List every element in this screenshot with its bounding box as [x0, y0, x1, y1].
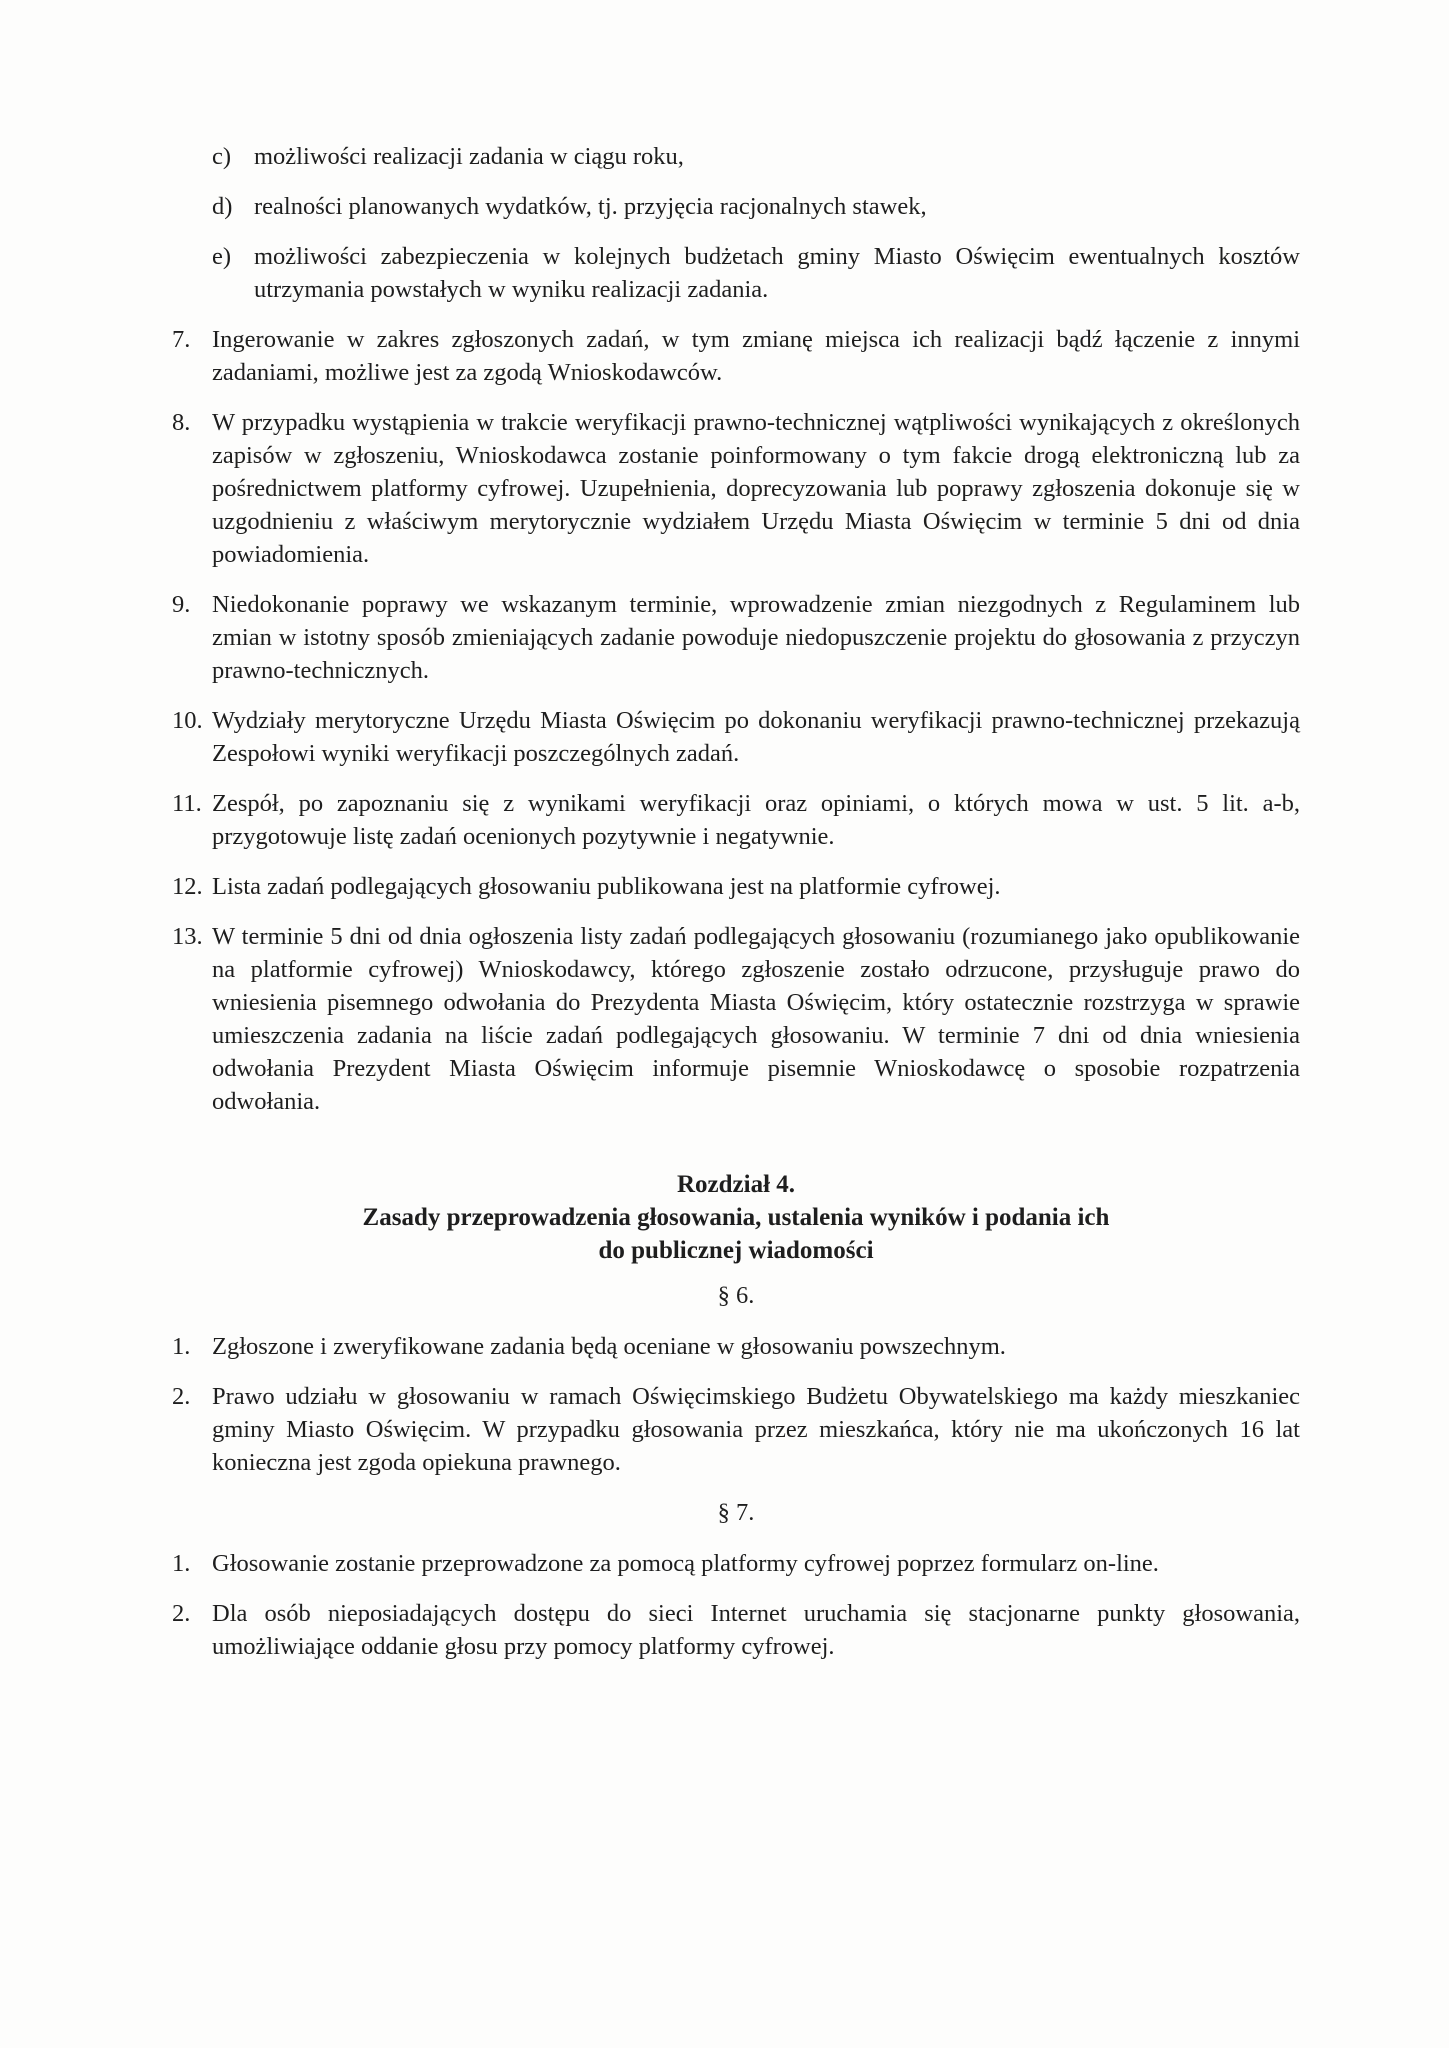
sub-item-d: [212, 190, 1300, 223]
item-12: [172, 870, 1300, 903]
chapter-subtitle-line2: do publicznej wiadomości: [598, 1237, 874, 1264]
item-text: W terminie 5 dni od dnia ogłoszenia listy zadań podlegających głosowaniu (rozumianego jako opublikowanie na platformie cyfrowej) Wnioskodawcy, którego zgłoszenie zostało odrzucone, przysługuje prawo do wniesienia pisemnego odwołania do Prezydenta Miasta Oświęcim, który ostatecznie rozstrzyga w sprawie umieszczenia zadania na liście zadań podlegających głosowaniu. W terminie 7 dni od dnia wniesienia odwołania Prezydent Miasta Oświęcim informuje pisemnie Wnioskodawcę o sposobie rozpatrzenia odwołania.: [212, 923, 1300, 1115]
item-number: 13.: [172, 923, 203, 950]
sub-item-e: [212, 240, 1300, 306]
para6-item-1: [172, 1330, 1300, 1363]
item-text: W przypadku wystąpienia w trakcie weryfikacji prawno-technicznej wątpliwości wynikających z określonych zapisów w zgłoszeniu, Wnioskodawca zostanie poinformowany o tym fakcie drogą elektroniczną lub za pośrednictwem platformy cyfrowej. Uzupełnienia, doprecyzowania lub poprawy zgłoszenia dokonuje się w uzgodnieniu z właściwym merytorycznie wydziałem Urzędu Miasta Oświęcim w terminie 5 dni od dnia powiadomienia.: [212, 409, 1300, 568]
para7-item-1: [172, 1547, 1300, 1580]
sub-item-text: możliwości realizacji zadania w ciągu roku,: [254, 143, 684, 170]
item-text: Wydziały merytoryczne Urzędu Miasta Oświęcim po dokonaniu weryfikacji prawno-technicznej przekazują Zespołowi wyniki weryfikacji poszczególnych zadań.: [212, 707, 1300, 767]
paragraph-6-heading: § 6.: [717, 1282, 755, 1309]
item-11: [172, 787, 1300, 853]
item-text: Niedokonanie poprawy we wskazanym terminie, wprowadzenie zmian niezgodnych z Regulaminem lub zmian w istotny sposób zmieniających zadanie powoduje niedopuszczenie projektu do głosowania z przyczyn prawno-technicznych.: [212, 591, 1300, 684]
item-number: 11.: [172, 790, 202, 817]
item-number: 8.: [172, 409, 191, 436]
item-10: [172, 704, 1300, 770]
sub-item-text: możliwości zabezpieczenia w kolejnych budżetach gminy Miasto Oświęcim ewentualnych kosztów utrzymania powstałych w wyniku realizacji zadania.: [254, 243, 1300, 303]
item-13: [172, 920, 1300, 1118]
item-text: Zgłoszone i zweryfikowane zadania będą oceniane w głosowaniu powszechnym.: [212, 1333, 1006, 1360]
item-number: 2.: [172, 1600, 191, 1627]
item-number: 9.: [172, 591, 191, 618]
sub-item-label: e): [212, 243, 232, 270]
chapter-subtitle-line1: Zasady przeprowadzenia głosowania, ustalenia wyników i podania ich: [362, 1204, 1110, 1231]
paragraph-7-heading: § 7.: [717, 1499, 755, 1526]
para7-item-2: [172, 1597, 1300, 1663]
item-text: Lista zadań podlegających głosowaniu publikowana jest na platformie cyfrowej.: [212, 873, 1001, 900]
sub-item-c: [212, 140, 1300, 173]
item-text: Ingerowanie w zakres zgłoszonych zadań, w tym zmianę miejsca ich realizacji bądź łączenie z innymi zadaniami, możliwe jest za zgodą Wnioskodawców.: [212, 326, 1300, 386]
item-number: 10.: [172, 707, 203, 734]
sub-item-label: c): [212, 143, 232, 170]
item-text: Zespół, po zapoznaniu się z wynikami weryfikacji oraz opiniami, o których mowa w ust. 5 lit. a-b, przygotowuje listę zadań ocenionych pozytywnie i negatywnie.: [212, 790, 1300, 850]
item-8: [172, 406, 1300, 571]
chapter-title: Rozdział 4.: [676, 1171, 796, 1198]
item-9: [172, 588, 1300, 687]
item-text: Dla osób nieposiadających dostępu do sieci Internet uruchamia się stacjonarne punkty głosowania, umożliwiające oddanie głosu przy pomocy platformy cyfrowej.: [212, 1600, 1300, 1660]
item-number: 12.: [172, 873, 203, 900]
sub-item-label: d): [212, 193, 233, 220]
document-body: [172, 140, 1300, 1680]
sub-item-text: realności planowanych wydatków, tj. przyjęcia racjonalnych stawek,: [254, 193, 927, 220]
para6-item-2: [172, 1380, 1300, 1479]
item-7: [172, 323, 1300, 389]
chapter-heading: [172, 1168, 1300, 1267]
item-text: Prawo udziału w głosowaniu w ramach Oświęcimskiego Budżetu Obywatelskiego ma każdy mieszkaniec gminy Miasto Oświęcim. W przypadku głosowania przez mieszkańca, który nie ma ukończonych 16 lat konieczna jest zgoda opiekuna prawnego.: [212, 1383, 1300, 1476]
item-text: Głosowanie zostanie przeprowadzone za pomocą platformy cyfrowej poprzez formularz on-line.: [212, 1550, 1159, 1577]
item-number: 1.: [172, 1333, 191, 1360]
item-number: 7.: [172, 326, 191, 353]
item-number: 1.: [172, 1550, 191, 1577]
item-number: 2.: [172, 1383, 191, 1410]
